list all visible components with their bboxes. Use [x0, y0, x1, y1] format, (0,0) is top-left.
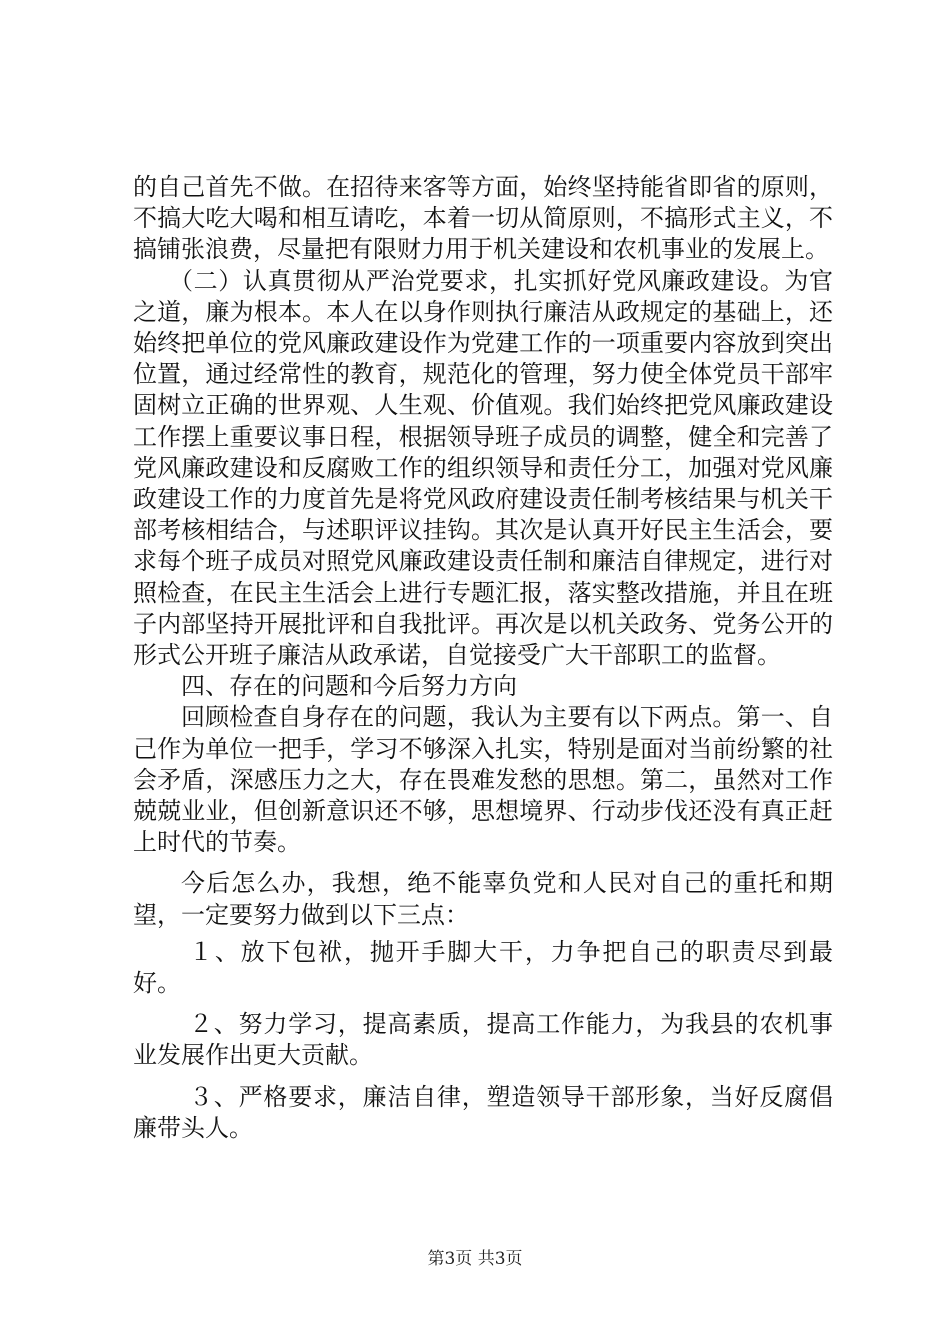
paragraph-future: 今后怎么办，我想，绝不能辜负党和人民对自己的重托和期望，一定要努力做到以下三点： [133, 869, 833, 929]
list-item-2: ２、努力学习，提高素质，提高工作能力，为我县的农机事业发展作出更大贡献。 [133, 1010, 833, 1070]
section-heading-four: 四、存在的问题和今后努力方向 [181, 672, 517, 701]
paragraph-problems: 回顾检查自身存在的问题，我认为主要有以下两点。第一、自己作为单位一把手，学习不够深入扎实，特别是面对当前纷繁的社会矛盾，深感压力之大，存在畏难发愁的思想。第二，虽然对工作兢兢业业，但创新意识还不够，思想境界、行动步伐还没有真正赶上时代的节奏。 [133, 703, 833, 857]
document-body [133, 172, 833, 1144]
paragraph-continuation: 的自己首先不做。在招待来客等方面，始终坚持能省即省的原则，不搞大吃大喝和相互请吃，本着一切从简原则，不搞形式主义，不搞铺张浪费，尽量把有限财力用于机关建设和农机事业的发展上。 [133, 173, 833, 264]
list-item-1: １、放下包袱，抛开手脚大干，力争把自己的职责尽到最好。 [133, 937, 833, 998]
page-number-footer: 第3页 共3页 [427, 1249, 523, 1269]
paragraph-section-two: （二）认真贯彻从严治党要求，扎实抓好党风廉政建设。为官之道，廉为根本。本人在以身作则执行廉洁从政规定的基础上，还始终把单位的党风廉政建设作为党建工作的一项重要内容放到突出位置，通过经常性的教育，规范化的管理，努力使全体党员干部牢固树立正确的世界观、人生观、价值观。我们始终把党风廉政建设工作摆上重要议事日程，根据领导班子成员的调整，健全和完善了党风廉政建设和反腐败工作的组织领导和责任分工，加强对党风廉政建设工作的力度首先是将党风政府建设责任制考核结果与机关干部考核相结合，与述职评议挂钩。其次是认真开好民主生活会，要求每个班子成员对照党风廉政建设责任制和廉洁自律规定，进行对照检查，在民主生活会上进行专题汇报，落实整改措施，并且在班子内部坚持开展批评和自我批评。再次是以机关政务、党务公开的形式公开班子廉洁从政承诺，自觉接受广大干部职工的监督。 [133, 266, 833, 670]
list-item-3: ３、严格要求，廉洁自律，塑造领导干部形象，当好反腐倡廉带头人。 [133, 1082, 833, 1142]
